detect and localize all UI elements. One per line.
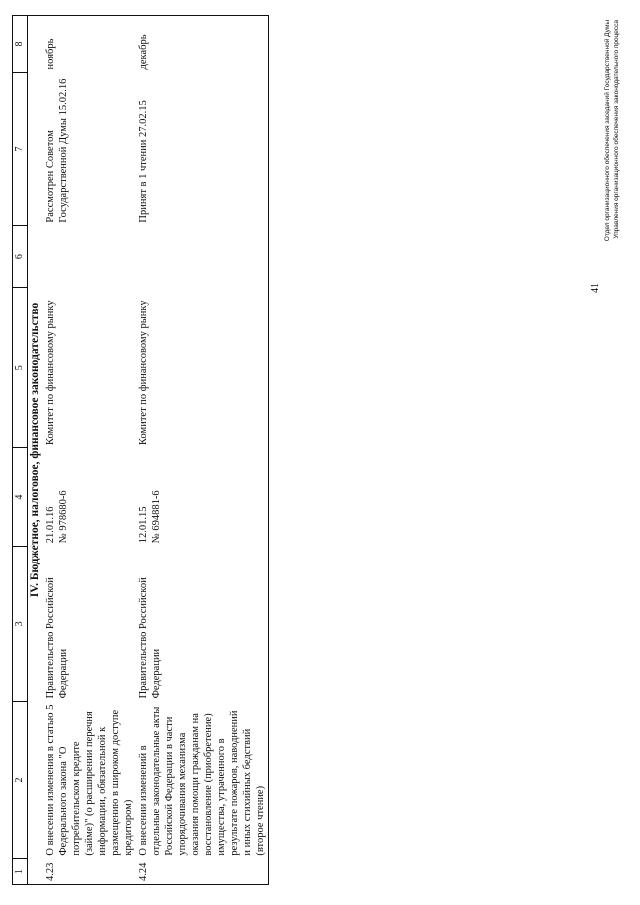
row-number: 4.23 <box>43 859 136 885</box>
column-number-header <box>13 16 28 885</box>
section-title: IV. Бюджетное, налоговое, финансовое законодательство <box>28 16 44 885</box>
responsible-committee: Комитет по финансовому рынку <box>136 288 269 448</box>
bill-title: О внесении изменений в отдельные законодательные акты Российской Федерации в части упорядочивания механизма оказания помощи гражданам на восстановление (приобретение) имущества, утраченного в результате пожаров, наводнений и иных стихийных бедствий (второе чтение) <box>136 701 269 858</box>
bill-number: № 978680-6 <box>58 490 69 544</box>
bill-date-number <box>43 448 136 546</box>
bill-status: Рассмотрен Советом Государственной Думы 15.02.16 <box>45 78 69 223</box>
bill-number: № 694881-6 <box>151 490 162 544</box>
bill-date: 12.01.15 <box>138 506 149 544</box>
page-footer <box>604 20 621 241</box>
bill-date: 21.01.16 <box>45 506 56 544</box>
bill-status: Принят в 1 чтении 27.02.15 <box>136 72 269 225</box>
col-header-4: 4 <box>13 448 28 546</box>
bill-table <box>12 15 269 885</box>
col-header-8: 8 <box>13 16 28 73</box>
planned-month: декабрь <box>136 16 269 73</box>
bill-initiator: Правительство Российской Федерации <box>45 577 69 699</box>
col-header-7: 7 <box>13 72 28 225</box>
col-header-3: 3 <box>13 546 28 701</box>
bill-initiator: Правительство Российской Федерации <box>136 546 269 701</box>
table-row <box>136 16 269 885</box>
planned-month: ноябрь <box>43 16 136 73</box>
col6-cell <box>43 226 136 288</box>
col-header-5: 5 <box>13 288 28 448</box>
section-heading-row <box>28 16 44 885</box>
col-header-1: 1 <box>13 859 28 885</box>
col-header-6: 6 <box>13 226 28 288</box>
bill-title: О внесении изменения в статью 5 Федерального закона "О потребительском кредите (займе)" (о расширении перечня информации, обязательной к размещению в широком доступе кредитором) <box>45 704 134 856</box>
table-row <box>43 16 136 885</box>
footer-line-2: Управления организационного обеспечения законодательного процесса <box>612 20 620 239</box>
col6-cell <box>136 226 269 288</box>
page-number: 41 <box>590 283 601 293</box>
bill-date-number <box>136 448 269 546</box>
footer-line-1: Отдел организационного обеспечения заседаний Государственной Думы <box>604 20 611 242</box>
row-number: 4.24 <box>136 859 269 885</box>
col-header-2: 2 <box>13 701 28 858</box>
responsible-committee: Комитет по финансовому рынку <box>45 300 56 445</box>
